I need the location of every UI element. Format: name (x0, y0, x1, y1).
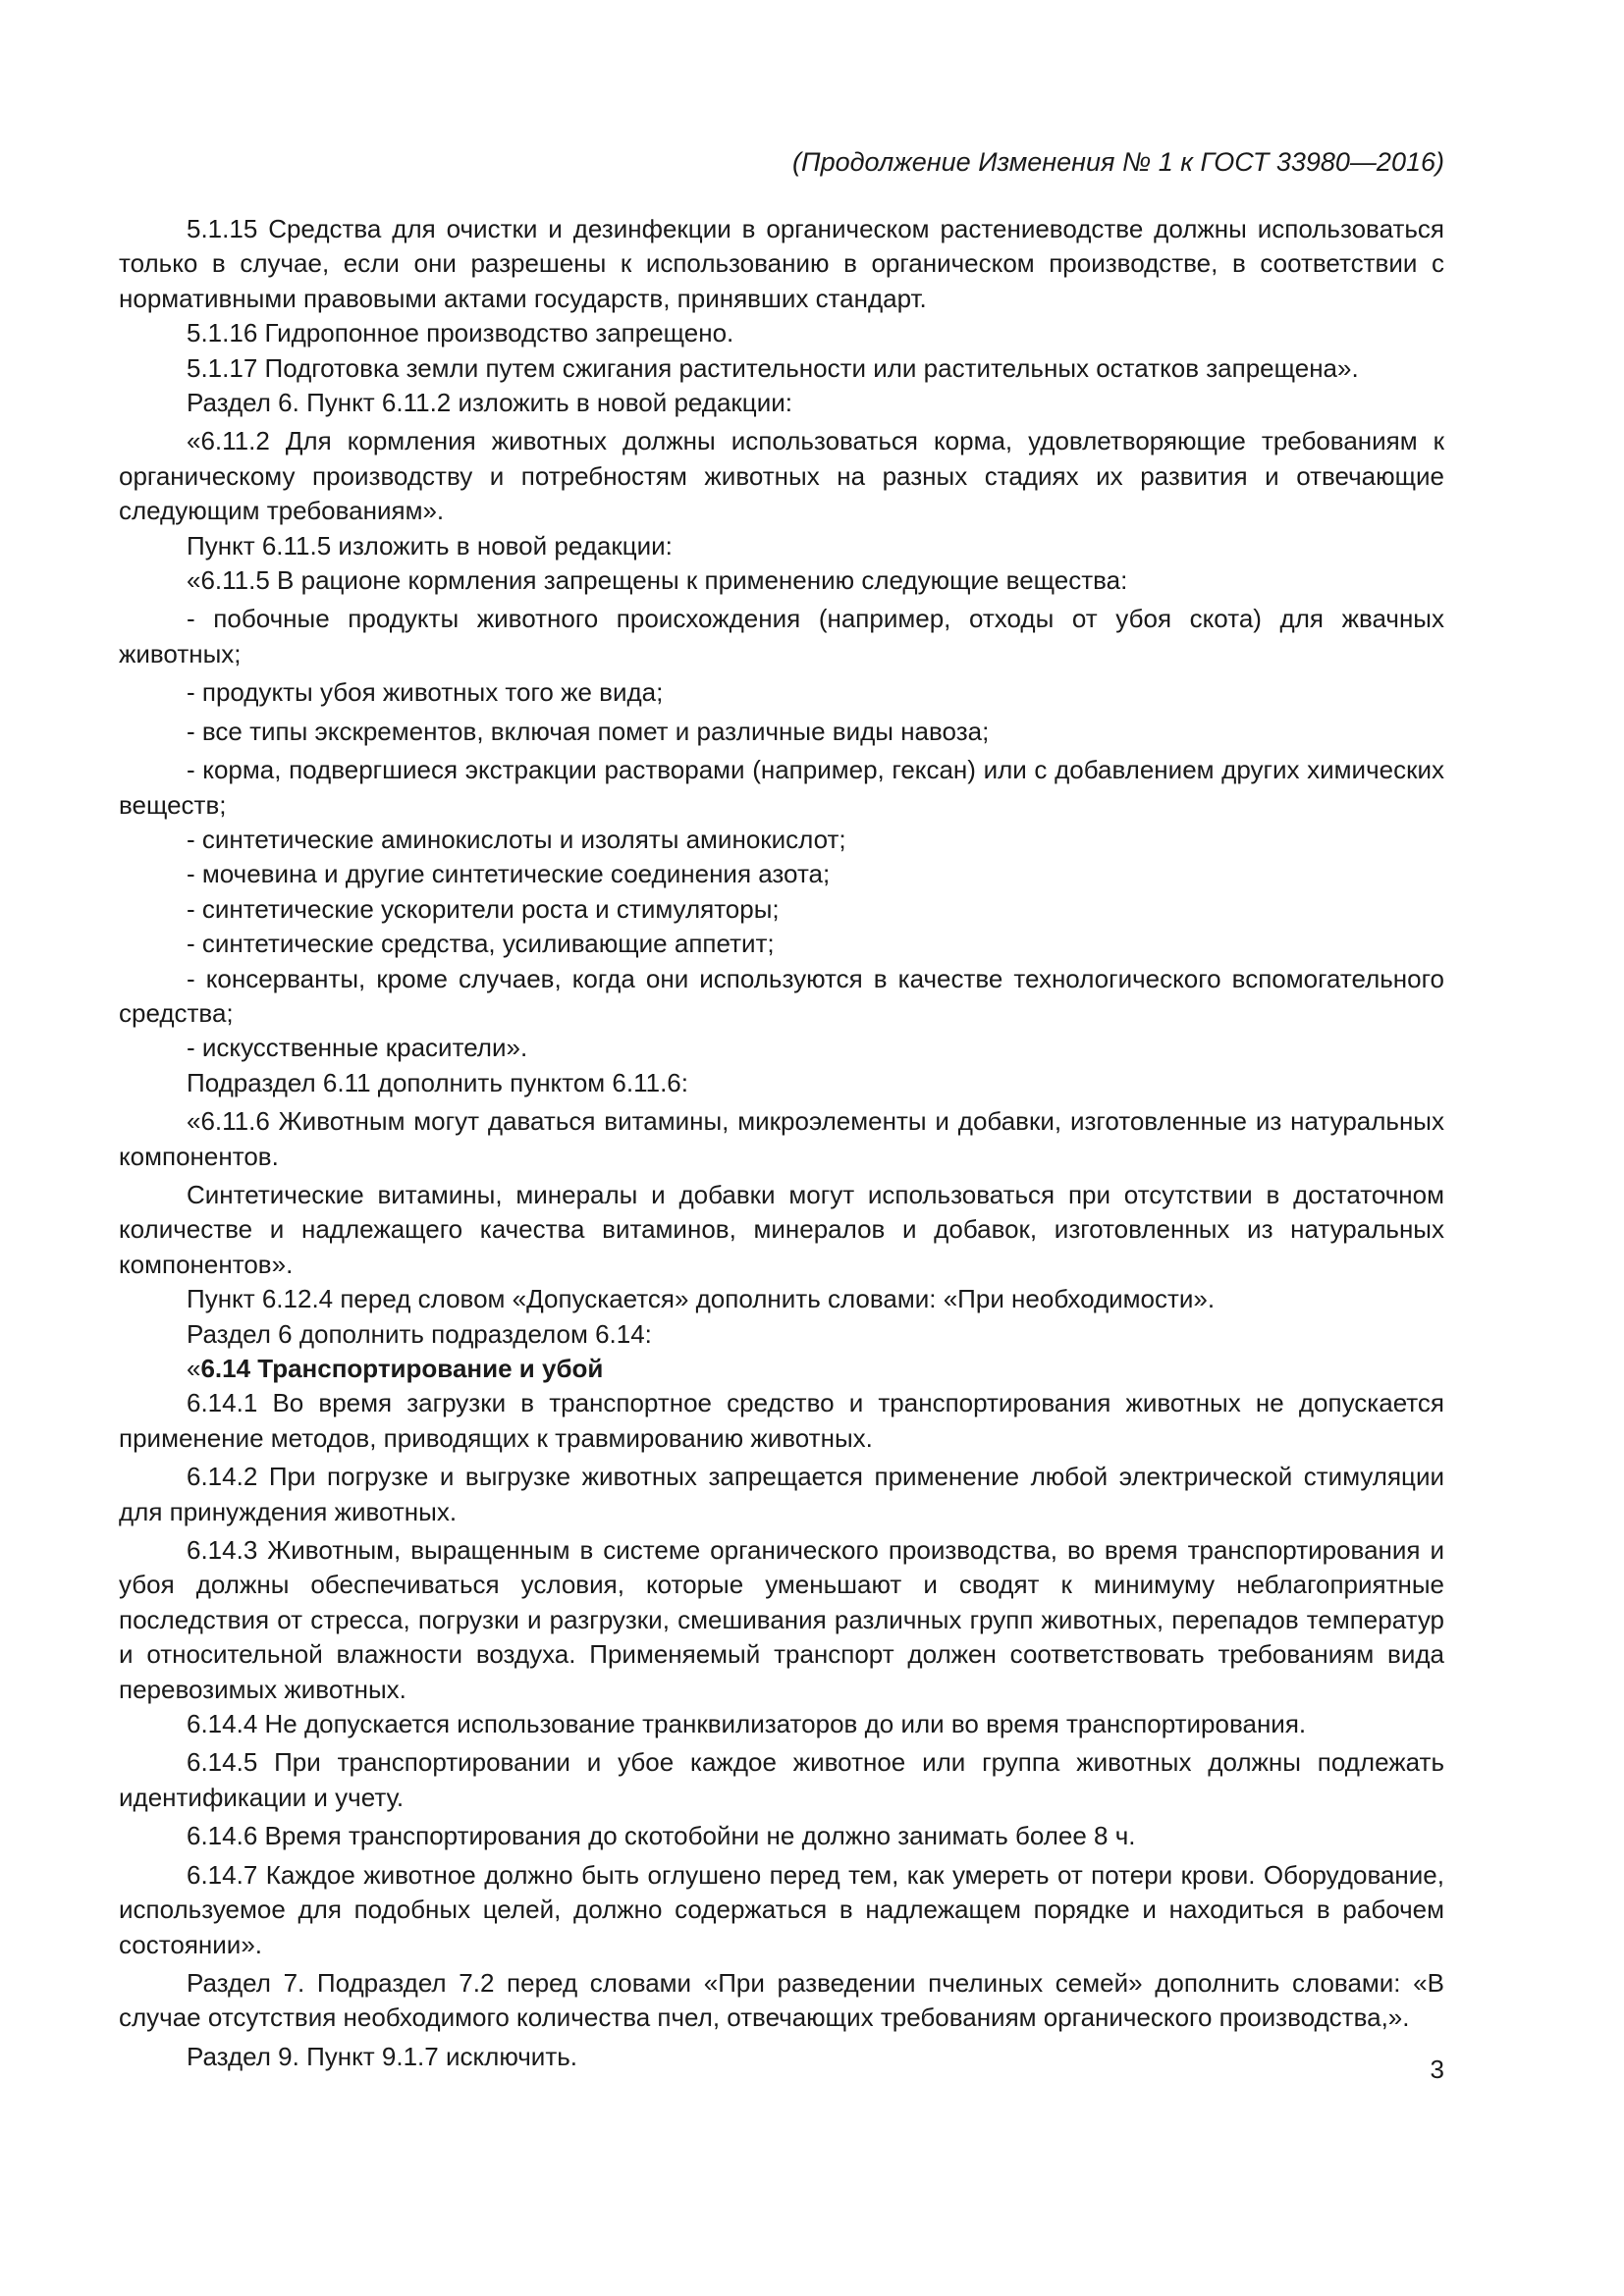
paragraph: Раздел 6 дополнить подразделом 6.14: (187, 1318, 652, 1349)
paragraph: 6.14.3 Животным, выращенным в системе органического производства, во время транспортирования и убоя должны обеспечиваться условия, которые уменьшают и сводят к минимуму неблагоприятные последствия от стресса, погрузки и разгрузки, смешивания различных групп животных, перепадов температур и относительной влажности воздуха. Применяемый транспорт должен соответствовать требованиям вида перевозимых животных. (119, 1535, 1444, 1704)
list-item: - все типы экскрементов, включая помет и различные виды навоза; (187, 716, 990, 746)
list-item: - продукты убоя животных того же вида; (187, 677, 664, 708)
paragraph: 6.14.1 Во время загрузки в транспортное средство и транспортирования животных не допускается применение методов, приводящих к травмированию животных. (119, 1388, 1444, 1453)
paragraph: Раздел 7. Подраздел 7.2 перед словами «При разведении пчелиных семей» дополнить словами: «В случае отсутствия необходимого количества пчел, отвечающих требованиям органического производства,». (119, 1967, 1444, 2033)
paragraph: Пункт 6.11.5 изложить в новой редакции: (187, 530, 673, 561)
section-heading (119, 1352, 1444, 1386)
list-item: - консерванты, кроме случаев, когда они используются в качестве технологического вспомогательного средства; (119, 963, 1444, 1028)
paragraph: 5.1.15 Средства для очистки и дезинфекции в органическом растениеводстве должны использоваться только в случае, если они разрешены к использованию в органическом производстве, в соответствии с нормативными правовыми актами государств, принявших стандарт. (119, 214, 1444, 313)
paragraph: «6.11.2 Для кормления животных должны использоваться корма, удовлетворяющие требованиям к органическому производству и потребностям животных на разных стадиях их развития и отвечающие следующим требованиям». (119, 426, 1444, 526)
list-item: - корма, подвергшиеся экстракции растворами (например, гексан) или с добавлением других химических веществ; (119, 755, 1444, 820)
paragraph: 6.14.5 При транспортировании и убое каждое животное или группа животных должны подлежать идентификации и учету. (119, 1747, 1444, 1812)
paragraph: 6.14.2 При погрузке и выгрузке животных запрещается применение любой электрической стимуляции для принуждения животных. (119, 1462, 1444, 1526)
paragraph: «6.11.6 Животным могут даваться витамины, микроэлементы и добавки, изготовленные из натуральных компонентов. (119, 1106, 1444, 1171)
list-item: - мочевина и другие синтетические соединения азота; (187, 859, 831, 889)
paragraph: 6.14.4 Не допускается использование транквилизаторов до или во время транспортирования. (187, 1709, 1307, 1739)
paragraph: Раздел 6. Пункт 6.11.2 изложить в новой редакции: (187, 388, 792, 418)
list-item: - синтетические средства, усиливающие аппетит; (187, 929, 775, 959)
list-item: - синтетические ускорители роста и стимуляторы; (187, 893, 780, 924)
paragraph: 6.14.6 Время транспортирования до скотобойни не должно занимать более 8 ч. (187, 1821, 1136, 1851)
paragraph: Пункт 6.12.4 перед словом «Допускается» дополнить словами: «При необходимости». (187, 1284, 1216, 1314)
list-item: - синтетические аминокислоты и изоляты аминокислот; (187, 824, 846, 854)
heading-text: 6.14 Транспортирование и убой (200, 1354, 604, 1383)
paragraph: Синтетические витамины, минералы и добавки могут использоваться при отсутствии в достаточном количестве и надлежащего качества витаминов, минералов и добавок, изготовленных из натуральных компонентов». (119, 1179, 1444, 1279)
heading-quote: « (187, 1354, 201, 1383)
paragraph: 6.14.7 Каждое животное должно быть оглушено перед тем, как умереть от потери крови. Оборудование, используемое для подобных целей, должно содержаться в надлежащем порядке и находиться в рабочем состоянии». (119, 1859, 1444, 1959)
list-item: - побочные продукты животного происхождения (например, отходы от убоя скота) для жвачных животных; (119, 604, 1444, 668)
paragraph: Раздел 9. Пункт 9.1.7 исключить. (187, 2041, 577, 2071)
page-number: 3 (1430, 2055, 1444, 2084)
paragraph: Подраздел 6.11 дополнить пунктом 6.11.6: (187, 1067, 688, 1097)
document-body (119, 212, 1444, 2074)
paragraph: 5.1.17 Подготовка земли путем сжигания растительности или растительных остатков запрещена». (187, 352, 1359, 383)
list-item: - искусственные красители». (187, 1033, 528, 1063)
paragraph: «6.11.5 В рационе кормления запрещены к применению следующие вещества: (187, 565, 1128, 596)
paragraph: 5.1.16 Гидропонное производство запрещено. (187, 318, 734, 348)
page-header: (Продолжение Изменения № 1 к ГОСТ 33980—2016) (792, 147, 1444, 177)
